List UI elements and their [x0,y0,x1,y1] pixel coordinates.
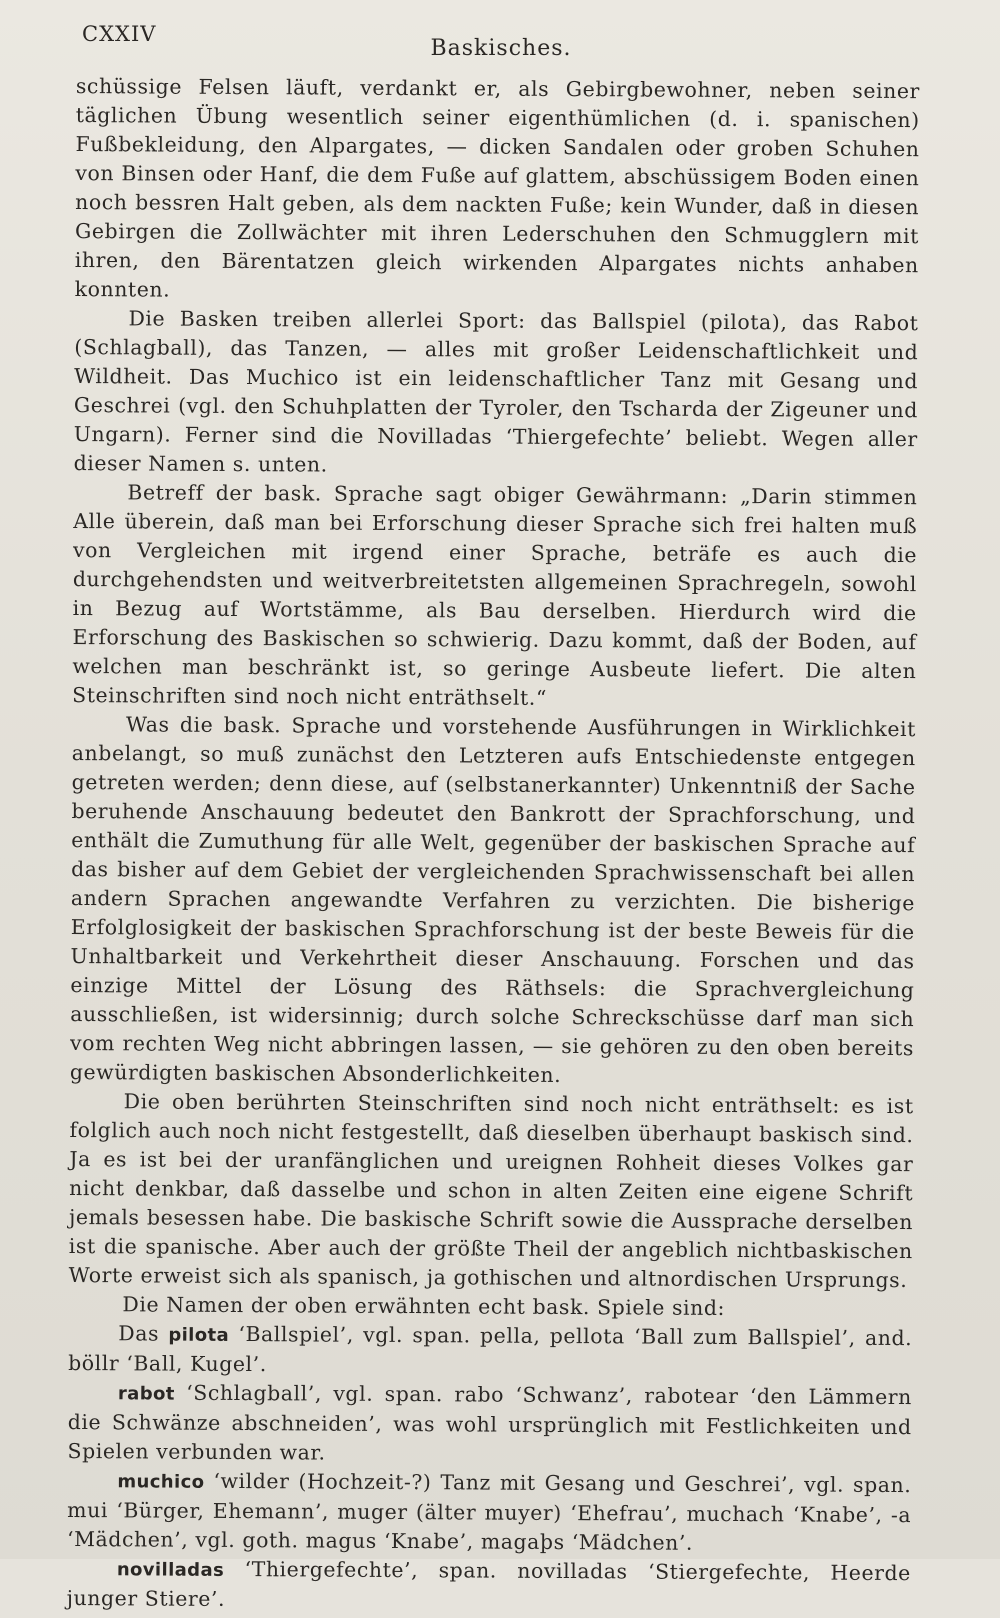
entry-text: ‘Ballspiel’, vgl. span. pella, pellota ‘Ball zum Ballspiel’, and. böllr ‘Ball, Kugel’. [68,1322,912,1376]
paragraph-inscriptions: Die oben berührten Steinschriften sind noch nicht enträthselt: es ist folglich auch noch nicht festgestellt, daß dieselben überhaupt baskisch sind. Ja es ist bei der uranfänglichen und ureignen Rohheit dieses Volkes gar nicht denkbar, daß dasselbe und schon in alten Zeiten eine eigene Schrift jemals besessen habe. Die baskische Schrift sowie die Aussprache derselben ist die spanische. Aber auch der größte Theil der angeblich nichtbaskischen Worte erweist sich als spanisch, ja gothischen und altnordischen Ursprungs. [69,1087,914,1295]
entry-text: ‘Thiergefechte’, span. novilladas ‘Stiergefechte, Heerde junger Stiere’. [67,1557,911,1611]
paragraph-language-quote: Betreff der bask. Sprache sagt obiger Gewährmann: „Darin stimmen Alle überein, daß man bei Erforschung dieser Sprache sich frei halten muß von Vergleichen mit irgend einer Sprache, beträfe es auch die durchgehendsten und weitverbreitetsten allgemeinen Sprachregeln, sowohl in Bezug auf Wortstämme, als Bau derselben. Hierdurch wird die Erforschung des Baskischen so schwierig. Dazu kommt, daß der Boden, auf welchen man beschränkt ist, so geringe Ausbeute liefert. Die alten Steinschriften sind noch nicht enträthselt.“ [72,478,917,715]
entry-text: ‘wilder (Hochzeit-?) Tanz mit Gesang und Geschrei’, vgl. span. mui ‘Bürger, Ehemann’, muger (älter muyer) ‘Ehefrau’, muchach ‘Knabe’, -a ‘Mädchen’, vgl. goth. magus ‘Knabe’, magaþs ‘Mädchen’. [67,1469,911,1555]
entry-pilota [68,1319,912,1383]
paragraph-games-intro: Die Namen der oben erwähnten echt bask. Spiele sind: [68,1290,912,1324]
entry-keyword: rabot [118,1383,175,1404]
page-number: CXXIV [82,22,156,46]
entry-muchico [67,1466,912,1559]
entry-novilladas [67,1554,911,1618]
entry-text: ‘Schlagball’, vgl. span. rabo ‘Schwanz’, rabotear ‘den Lämmern die Schwänze abschneiden’, was wohl ursprünglich mit Festlichkeiten und Spielen verbunden war. [68,1381,912,1465]
running-head: Baskisches. [82,36,920,61]
entry-rabot [67,1378,912,1471]
paragraph-sport: Die Basken treiben allerlei Sport: das Ballspiel (pilota), das Rabot (Schlagball), das Tanzen, — alles mit großer Leidenschaftlichkeit und Wildheit. Das Muchico ist ein leidenschaftlicher Tanz mit Gesang und Geschrei (vgl. den Schuhplatten der Tyroler, den Tscharda der Zigeuner und Ungarn). Ferner sind die Novilladas ‘Thiergefechte’ beliebt. Wegen aller dieser Namen s. unten. [74,304,919,483]
page-header [82,22,920,62]
paragraph-language-critique: Was die bask. Sprache und vorstehende Ausführungen in Wirklichkeit anbelangt, so muß zunächst den Letzteren aufs Entschiedenste entgegen getreten werden; denn diese, auf (selbstanerkannter) Unkenntniß der Sache beruhende Anschauung bedeutet den Bankrott der Sprachforschung, und enthält die Zumuthung für alle Welt, gegenüber der baskischen Sprache auf das bisher auf dem Gebiet der vergleichenden Sprachwissenschaft bei allen andern Sprachen angewandte Verfahren zu verzichten. Die bisherige Erfolglosigkeit der baskischen Sprachforschung ist der beste Beweis für die Unhaltbarkeit und Verkehrtheit dieser Anschauung. Forschen und das einzige Mittel der Lösung des Räthsels: die Sprachvergleichung ausschließen, ist widersinnig; durch solche Schreckschüsse darf man sich vom rechten Weg nicht abbringen lassen, — sie gehören zu den oben bereits gewürdigten baskischen Absonderlichkeiten. [70,710,916,1092]
page-body [67,72,920,1618]
entry-lead: Das [118,1321,168,1345]
entry-keyword: novilladas [117,1559,224,1581]
paragraph-continuation: schüssige Felsen läuft, verdankt er, als Gebirgbewohner, neben seiner täglichen Übung wesentlich seiner eigenthümlichen (d. i. spanischen) Fußbekleidung, den Alpargates, — dicken Sandalen oder groben Schuhen von Binsen oder Hanf, die dem Fuße auf glattem, abschüssigem Boden einen noch bessren Halt geben, als dem nackten Fuße; kein Wunder, daß in diesen Gebirgen die Zollwächter mit ihren Lederschuhen den Schmugglern mit ihren, den Bärentatzen gleich wirkenden Alpargates nichts anhaben konnten. [75,72,920,309]
entry-keyword: pilota [168,1325,229,1346]
entry-keyword: muchico [117,1471,204,1493]
